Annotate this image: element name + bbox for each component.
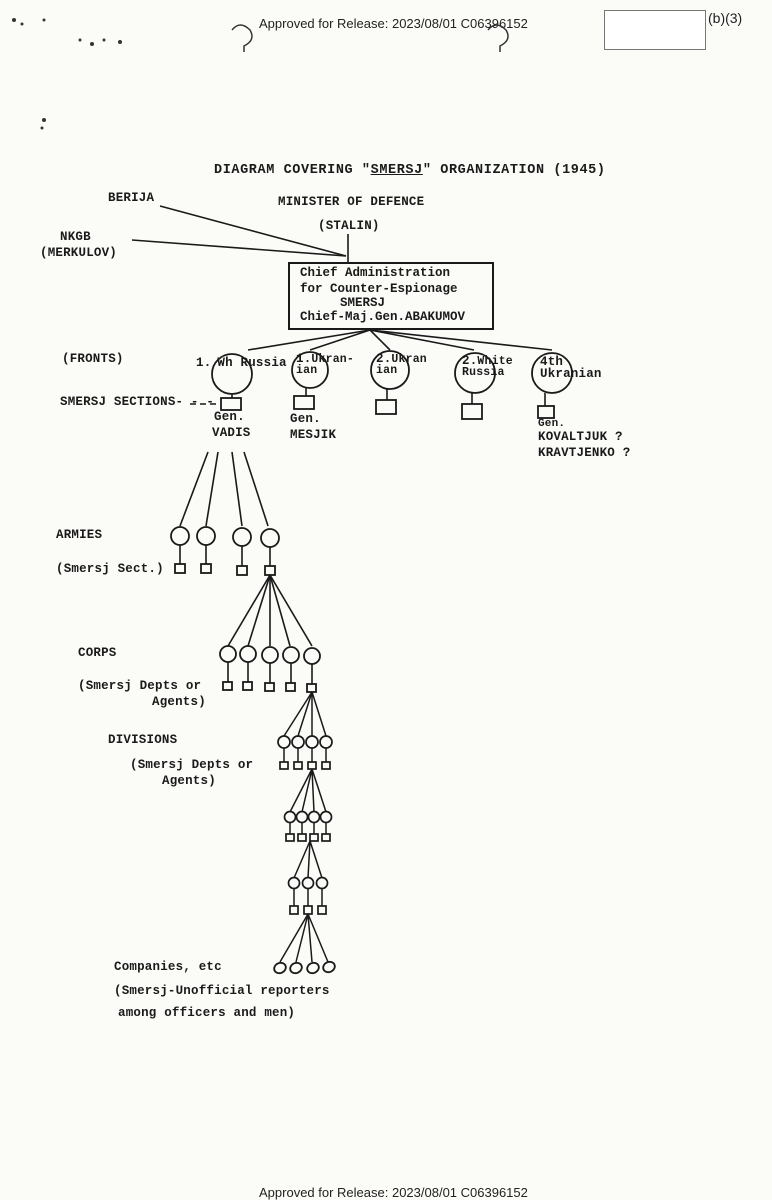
section-square-3 bbox=[376, 400, 396, 414]
chief-line-1: Chief Administration bbox=[300, 266, 451, 280]
front-2-prefix: 1. bbox=[296, 352, 312, 366]
berija-label: BERIJA bbox=[108, 191, 155, 205]
front-1-prefix: 1. bbox=[196, 356, 212, 370]
merkulov-label: (MERKULOV) bbox=[40, 246, 118, 260]
kovaltjuk-label: KOVALTJUK ? bbox=[538, 430, 623, 444]
release-banner-top: Approved for Release: 2023/08/01 C06396152 bbox=[259, 16, 528, 31]
section-square-1 bbox=[221, 398, 241, 410]
fronts-label: (FRONTS) bbox=[62, 352, 124, 366]
stalin-label: (STALIN) bbox=[318, 219, 380, 233]
front-3-name: Ukran ian bbox=[376, 353, 427, 377]
kravtjenko-label: KRAVTJENKO ? bbox=[538, 446, 631, 460]
chief-to-front1 bbox=[248, 330, 370, 350]
front-4-prefix: 2. bbox=[462, 354, 478, 368]
front-3-prefix: 2. bbox=[376, 352, 392, 366]
smersj-sections-label: SMERSJ SECTIONS- - - bbox=[60, 395, 215, 409]
section-square-5 bbox=[538, 406, 554, 418]
companies-label: Companies, etc bbox=[114, 960, 222, 974]
armies-sub-label: (Smersj Sect.) bbox=[56, 562, 164, 576]
front-3-label bbox=[376, 354, 427, 376]
corps-sub-label-1: (Smersj Depts or bbox=[78, 679, 202, 693]
corps-sub-label-2: Agents) bbox=[152, 695, 206, 709]
front-2-label bbox=[296, 354, 354, 376]
exemption-code: (b)(3) bbox=[708, 10, 743, 26]
chief-line-4: Chief-Maj.Gen.ABAKUMOV bbox=[300, 310, 466, 324]
companies-sub-label-2: among officers and men) bbox=[118, 1006, 296, 1020]
release-banner-bottom: Approved for Release: 2023/08/01 C06396152 bbox=[259, 1185, 528, 1200]
front-2-name: Ukran- ian bbox=[296, 353, 355, 377]
front-1-name: Wh Russia bbox=[217, 356, 287, 370]
title-suffix: " ORGANIZATION (1945) bbox=[422, 163, 606, 178]
front-5-label bbox=[540, 356, 602, 380]
armies-label: ARMIES bbox=[56, 528, 103, 542]
gen-4th-title: Gen. bbox=[538, 418, 566, 430]
nkgb-label: NKGB bbox=[60, 230, 91, 244]
divisions-sub-label-2: Agents) bbox=[162, 774, 216, 788]
divisions-sub-label-1: (Smersj Depts or bbox=[130, 758, 254, 772]
companies-sub-label-1: (Smersj-Unofficial reporters bbox=[114, 984, 330, 998]
diagram-title bbox=[214, 163, 606, 178]
section-square-4 bbox=[462, 404, 482, 419]
front-1-label bbox=[196, 356, 287, 370]
divisions-label: DIVISIONS bbox=[108, 733, 178, 747]
title-smersj: SMERSJ bbox=[370, 163, 423, 178]
chief-line-3: SMERSJ bbox=[340, 296, 386, 310]
gen-vadis-title: Gen. bbox=[214, 410, 245, 424]
section-square-2 bbox=[294, 396, 314, 409]
gen-vadis-name: VADIS bbox=[212, 426, 251, 440]
front-4-label bbox=[462, 356, 513, 378]
chief-line-2: for Counter-Espionage bbox=[300, 282, 458, 296]
chief-to-front2 bbox=[310, 330, 370, 350]
front-5-name: Ukranian bbox=[540, 367, 602, 381]
gen-mesjik-name: MESJIK bbox=[290, 428, 337, 442]
corps-label: CORPS bbox=[78, 646, 117, 660]
gen-mesjik-title: Gen. bbox=[290, 412, 321, 426]
title-prefix: DIAGRAM COVERING " bbox=[214, 163, 371, 178]
front-4-name: White Russia bbox=[462, 355, 513, 379]
front-5-prefix: 4th bbox=[540, 355, 564, 369]
minister-label: MINISTER OF DEFENCE bbox=[278, 195, 425, 209]
